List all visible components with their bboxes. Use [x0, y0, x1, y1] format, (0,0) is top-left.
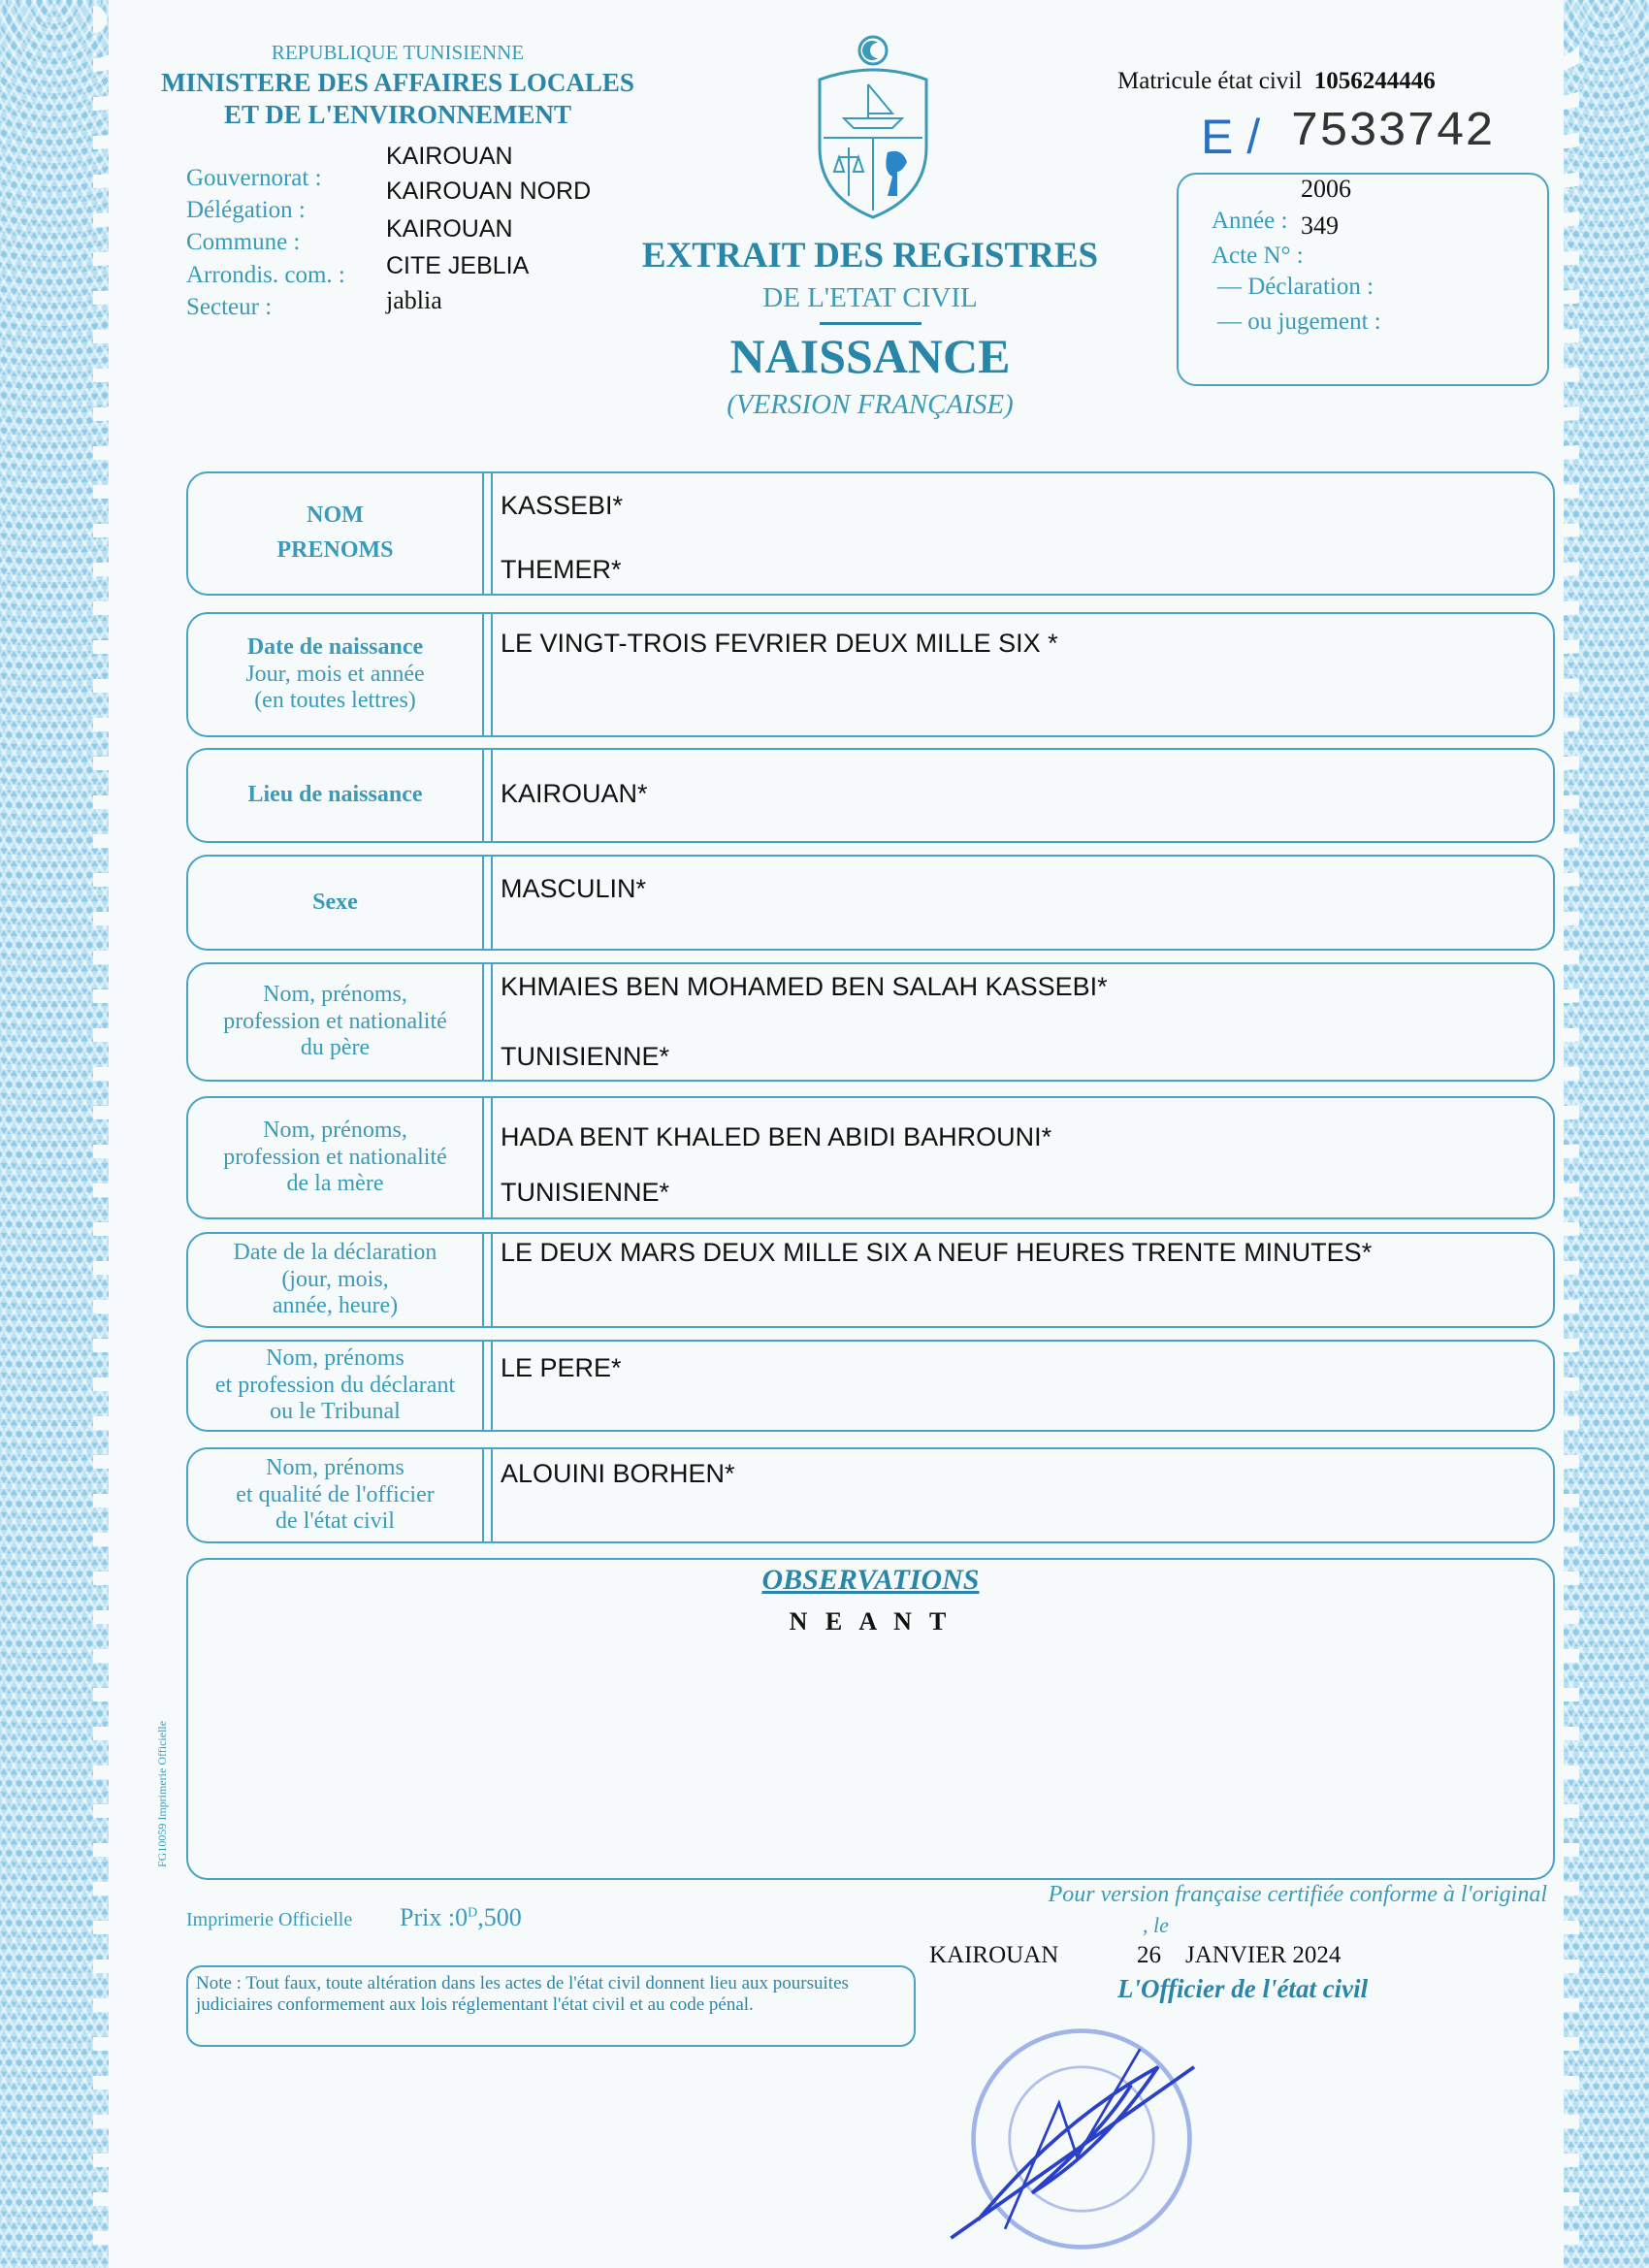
label-line: profession et nationalité — [223, 1008, 447, 1034]
label-line: et profession du déclarant — [214, 1372, 456, 1398]
row-label — [188, 750, 484, 841]
left-decorative-border — [0, 0, 109, 2268]
label-line: Sexe — [312, 889, 358, 915]
value-nom: KASSEBI* — [501, 491, 624, 520]
value-commune: KAIROUAN — [386, 215, 513, 243]
row-sexe — [186, 855, 1555, 951]
title-extrait: EXTRAIT DES REGISTRES — [641, 236, 1099, 275]
row-label — [188, 1449, 484, 1541]
label-commune: Commune : — [186, 229, 301, 255]
right-decorative-border — [1564, 0, 1649, 2268]
value-arrondissement: CITE JEBLIA — [386, 252, 530, 279]
row-label — [188, 857, 484, 949]
row-officier — [186, 1447, 1555, 1543]
acte-value: 349 — [1301, 211, 1339, 240]
observations-value: N E A N T — [789, 1607, 953, 1636]
label-line: de l'état civil — [275, 1508, 395, 1535]
value-delegation: KAIROUAN NORD — [386, 178, 592, 205]
legal-note-text: Note : Tout faux, toute altération dans les actes de l'état civil donnent lieu aux poursuites judiciaires conformement aux lois réglementant l'état civil et au code pénal. — [196, 1973, 849, 2015]
registration-box — [1177, 173, 1549, 386]
row-date-declaration — [186, 1232, 1555, 1328]
label-gouvernorat: Gouvernorat : — [186, 165, 322, 191]
title-etat-civil: DE L'ETAT CIVIL — [762, 282, 978, 313]
official-stamp-signature — [912, 2013, 1251, 2265]
printer-label: Imprimerie Officielle — [186, 1909, 353, 1930]
price-sup: D — [468, 1905, 478, 1921]
price-prefix: Prix :0 — [400, 1903, 469, 1931]
row-label — [188, 1342, 484, 1430]
label-line: profession et nationalité — [223, 1144, 447, 1170]
value-mere-nom: HADA BENT KHALED BEN ABIDI BAHROUNI* — [501, 1122, 1052, 1151]
row-nom-prenoms — [186, 471, 1555, 596]
certified-text: Pour version française certifiée conforme à l'original — [1048, 1882, 1547, 1907]
annee-label: Année : — [1212, 208, 1288, 234]
title-version: (VERSION FRANÇAISE) — [727, 389, 1014, 420]
value-sexe: MASCULIN* — [501, 874, 647, 903]
observations-label: OBSERVATIONS — [761, 1564, 980, 1596]
serial-prefix: E / — [1201, 110, 1261, 164]
row-label — [188, 1234, 484, 1326]
annee-value: 2006 — [1301, 175, 1351, 203]
title-naissance: NAISSANCE — [729, 329, 1011, 383]
legal-note — [186, 1965, 916, 2047]
label-delegation: Délégation : — [186, 197, 306, 223]
label-line: Nom, prénoms, — [263, 1118, 407, 1144]
ministry-line1: MINISTERE DES AFFAIRES LOCALES — [161, 68, 634, 97]
day-value: 26 — [1137, 1942, 1161, 1968]
value-pere-nom: KHMAIES BEN MOHAMED BEN SALAH KASSEBI* — [501, 972, 1108, 1001]
row-lieu-naissance — [186, 748, 1555, 843]
value-declarant: LE PERE* — [501, 1353, 622, 1382]
label-line: du père — [300, 1035, 371, 1061]
serial-number: 7533742 — [1290, 105, 1495, 160]
acte-label: Acte N° : — [1212, 243, 1304, 269]
label-line: Nom, prénoms, — [263, 982, 407, 1008]
row-declarant — [186, 1340, 1555, 1432]
republic-heading: REPUBLIQUE TUNISIENNE — [271, 41, 525, 64]
matricule-label-text: Matricule état civil — [1117, 68, 1303, 94]
month-year-value: JANVIER 2024 — [1185, 1942, 1342, 1968]
price-suffix: ,500 — [477, 1903, 522, 1931]
label-secteur: Secteur : — [186, 294, 273, 320]
value-date-declaration: LE DEUX MARS DEUX MILLE SIX A NEUF HEURES TRENTE MINUTES* — [501, 1238, 1373, 1267]
row-mere — [186, 1096, 1555, 1219]
label-prenoms: PRENOMS — [276, 537, 394, 563]
label-line: ou le Tribunal — [270, 1399, 401, 1425]
title-divider — [820, 322, 922, 325]
value-prenoms: THEMER* — [501, 555, 622, 584]
observations-box — [186, 1558, 1555, 1880]
matricule-label — [1117, 68, 1436, 95]
value-gouvernorat: KAIROUAN — [386, 143, 513, 170]
label-line: Date de la déclaration — [233, 1240, 437, 1266]
value-pere-nationalite: TUNISIENNE* — [501, 1042, 670, 1071]
ministry-line2: ET DE L'ENVIRONNEMENT — [223, 100, 572, 129]
price — [400, 1903, 522, 1932]
row-date-naissance — [186, 612, 1555, 737]
value-lieu-naissance: KAIROUAN* — [501, 779, 648, 808]
value-officier: ALOUINI BORHEN* — [501, 1459, 735, 1488]
label-line: année, heure) — [272, 1293, 399, 1319]
label-line: Lieu de naissance — [247, 782, 423, 808]
jugement-label: — ou jugement : — [1217, 308, 1381, 335]
le-label: , le — [1143, 1913, 1169, 1937]
label-line: et qualité de l'officier — [236, 1481, 435, 1507]
matricule-value: 1056244446 — [1313, 68, 1436, 94]
value-date-naissance: LE VINGT-TROIS FEVRIER DEUX MILLE SIX * — [501, 629, 1058, 658]
label-line: Date de naissance — [246, 634, 424, 661]
row-label — [188, 1098, 484, 1217]
label-line: Nom, prénoms — [266, 1345, 404, 1372]
declaration-label: — Déclaration : — [1217, 274, 1374, 300]
value-secteur: jablia — [386, 286, 442, 314]
row-label — [188, 473, 484, 594]
label-line: Nom, prénoms — [266, 1455, 404, 1481]
label-line: (jour, mois, — [281, 1266, 389, 1292]
label-line: (en toutes lettres) — [254, 688, 416, 714]
value-mere-nationalite: TUNISIENNE* — [501, 1178, 670, 1207]
place-value: KAIROUAN — [929, 1942, 1059, 1968]
officer-title: L'Officier de l'état civil — [1117, 1974, 1369, 2003]
row-label — [188, 964, 484, 1080]
label-nom: NOM — [307, 502, 364, 529]
label-arrondissement: Arrondis. com. : — [186, 262, 345, 288]
row-label — [188, 614, 484, 735]
row-pere — [186, 962, 1555, 1082]
coat-of-arms-emblem — [810, 31, 936, 221]
label-line: Jour, mois et année — [245, 661, 425, 687]
label-line: de la mère — [286, 1171, 384, 1197]
side-print-code: FG10059 Imprimerie Officielle — [155, 1720, 169, 1867]
